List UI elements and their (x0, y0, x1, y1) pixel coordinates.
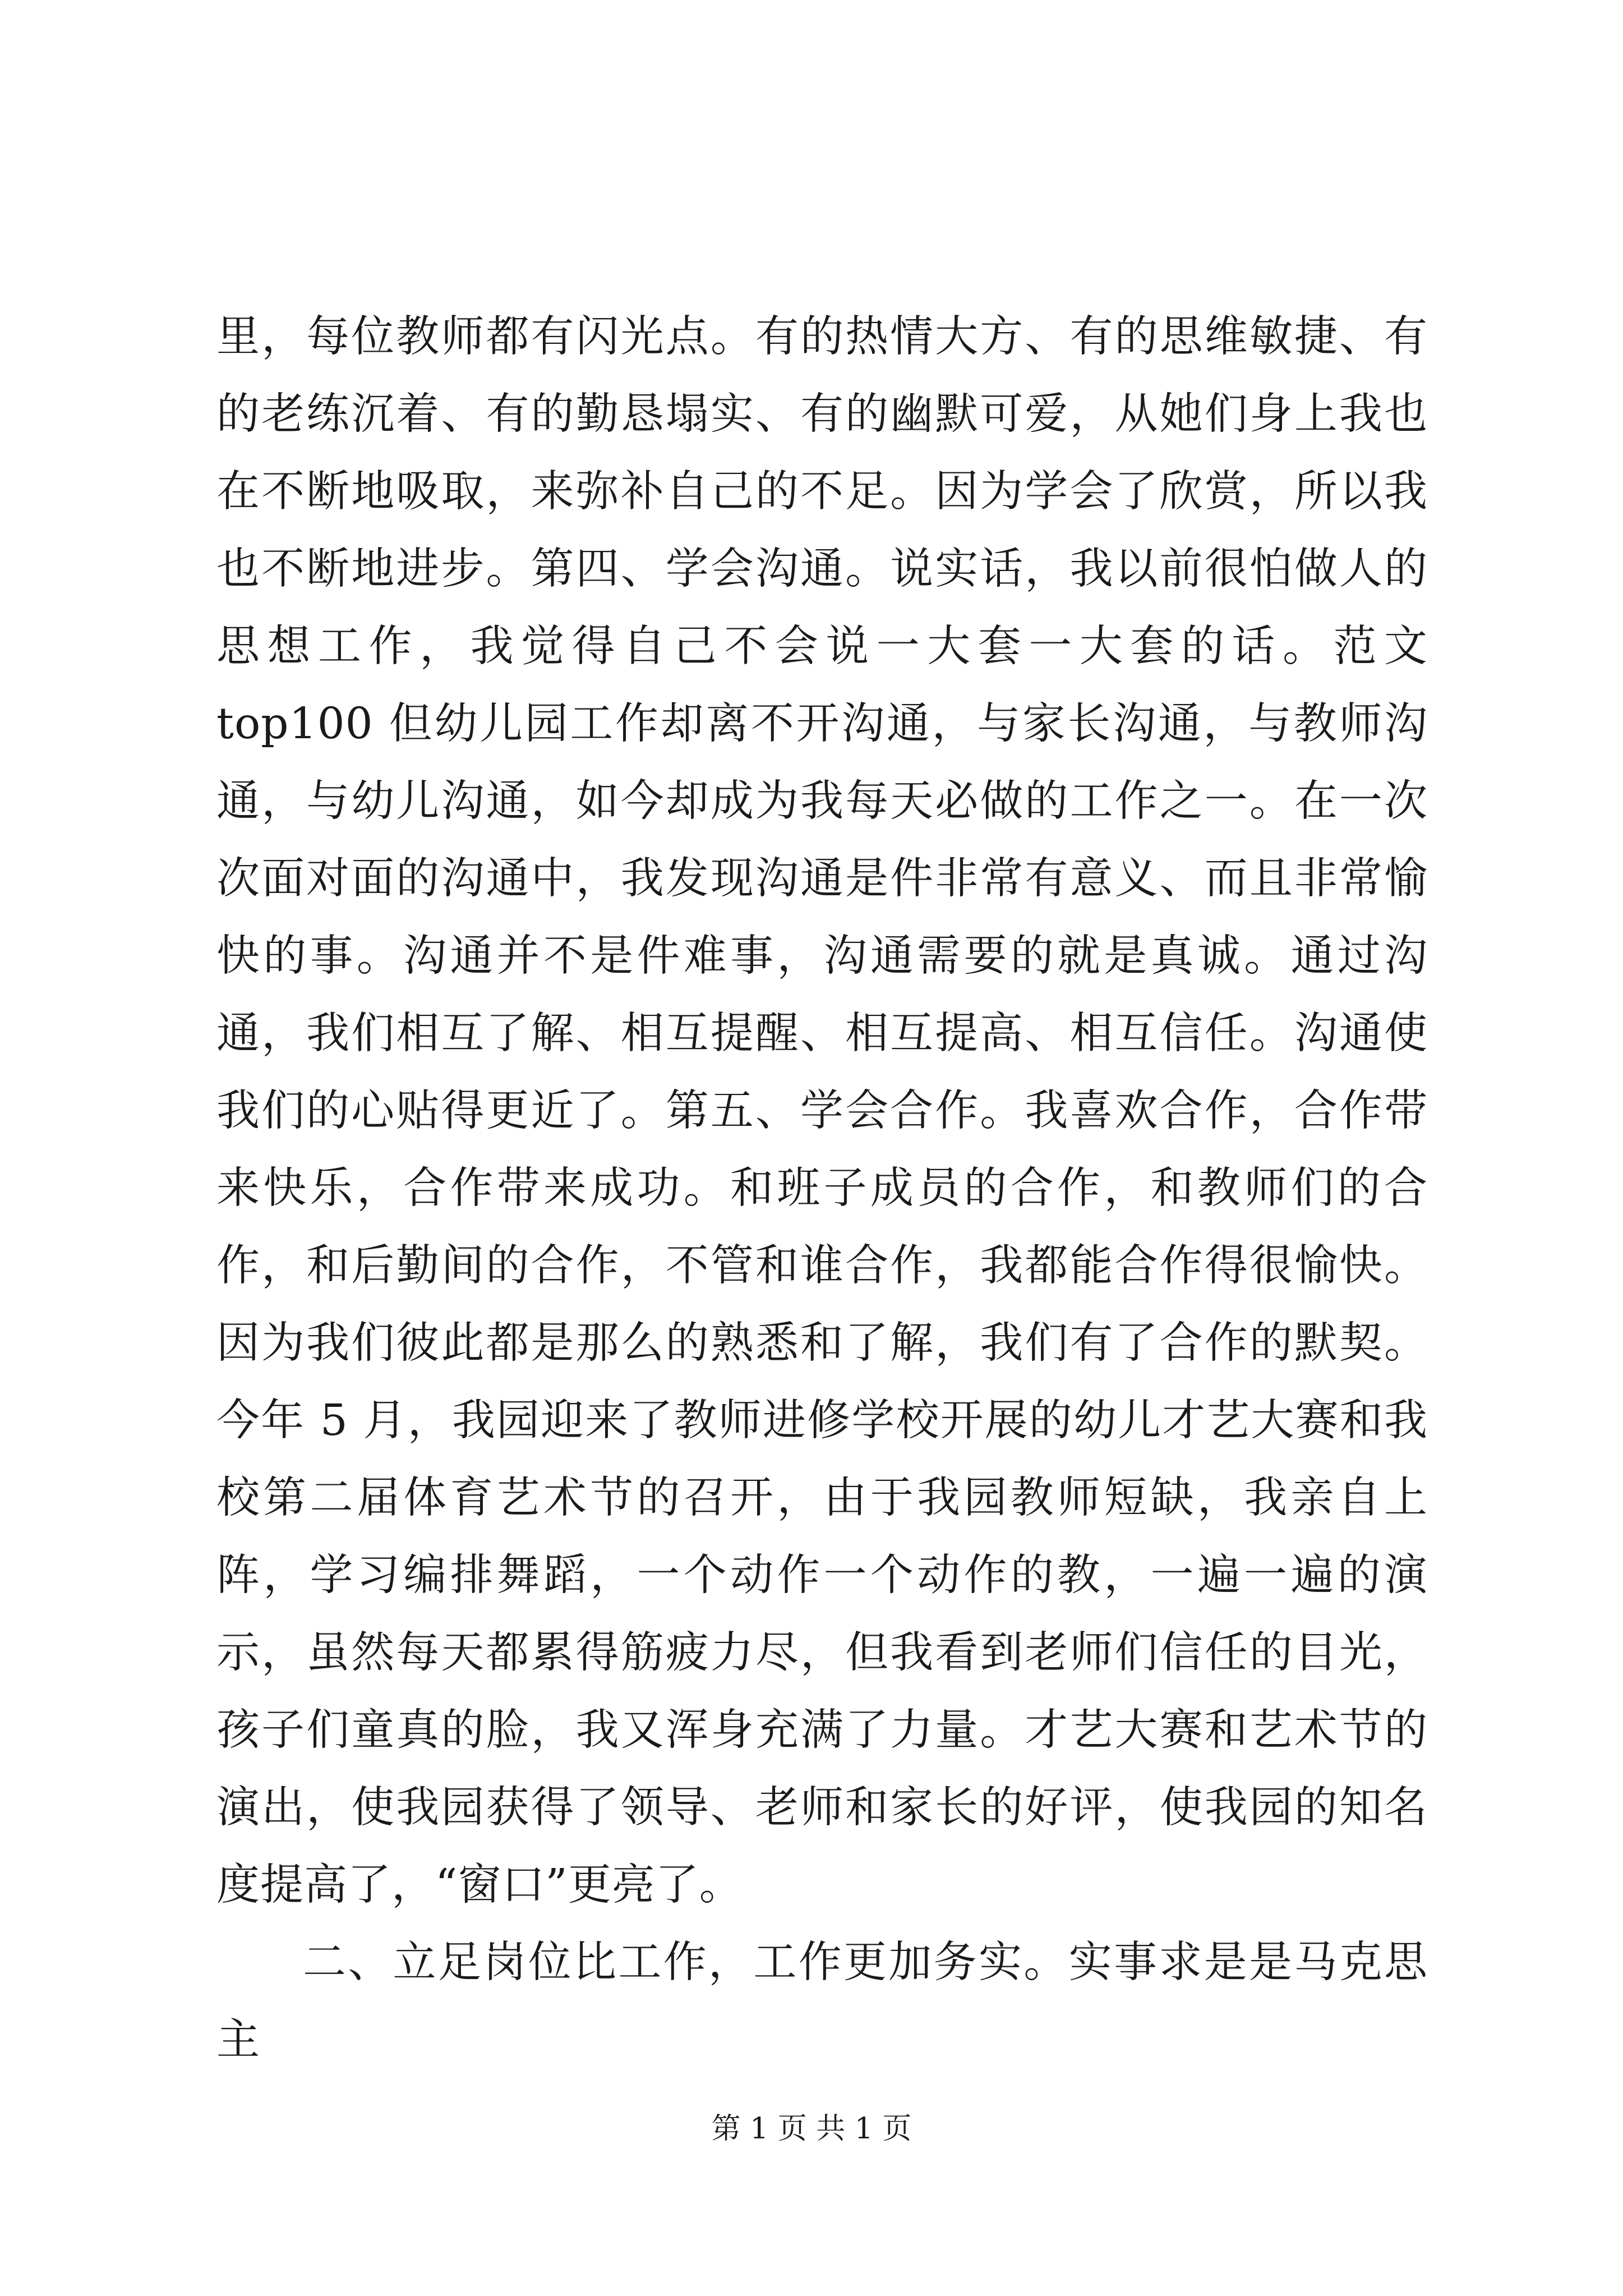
document-body (216, 298, 1428, 2079)
page-number-label: 第 1 页 共 1 页 (711, 2112, 912, 2146)
page-footer (0, 2109, 1623, 2148)
body-paragraph-1: 里，每位教师都有闪光点。有的热情大方、有的思维敏捷、有的老练沉着、有的勤恳塌实、有的幽默可爱，从她们身上我也在不断地吸取，来弥补自己的不足。因为学会了欣赏，所以我也不断地进步。第四、学会沟通。说实话，我以前很怕做人的思想工作，我觉得自己不会说一大套一大套的话。范文 top100 但幼儿园工作却离不开沟通，与家长沟通，与教师沟通，与幼儿沟通，如今却成为我每天必做的工作之一。在一次次面对面的沟通中，我发现沟通是件非常有意义、而且非常愉快的事。沟通并不是件难事，沟通需要的就是真诚。通过沟通，我们相互了解、相互提醒、相互提高、相互信任。沟通使我们的心贴得更近了。第五、学会合作。我喜欢合作，合作带来快乐，合作带来成功。和班子成员的合作，和教师们的合作，和后勤间的合作，不管和谁合作，我都能合作得很愉快。因为我们彼此都是那么的熟悉和了解，我们有了合作的默契。今年 5 月，我园迎来了教师进修学校开展的幼儿才艺大赛和我校第二届体育艺术节的召开，由于我园教师短缺，我亲自上阵，学习编排舞蹈，一个动作一个动作的教，一遍一遍的演示，虽然每天都累得筋疲力尽，但我看到老师们信任的目光，孩子们童真的脸，我又浑身充满了力量。才艺大赛和艺术节的演出，使我园获得了领导、老师和家长的好评，使我园的知名度提高了，“窗口”更亮了。 (216, 312, 1428, 1910)
body-paragraph-2: 二、立足岗位比工作，工作更加务实。实事求是是马克思主 (216, 1938, 1428, 2065)
